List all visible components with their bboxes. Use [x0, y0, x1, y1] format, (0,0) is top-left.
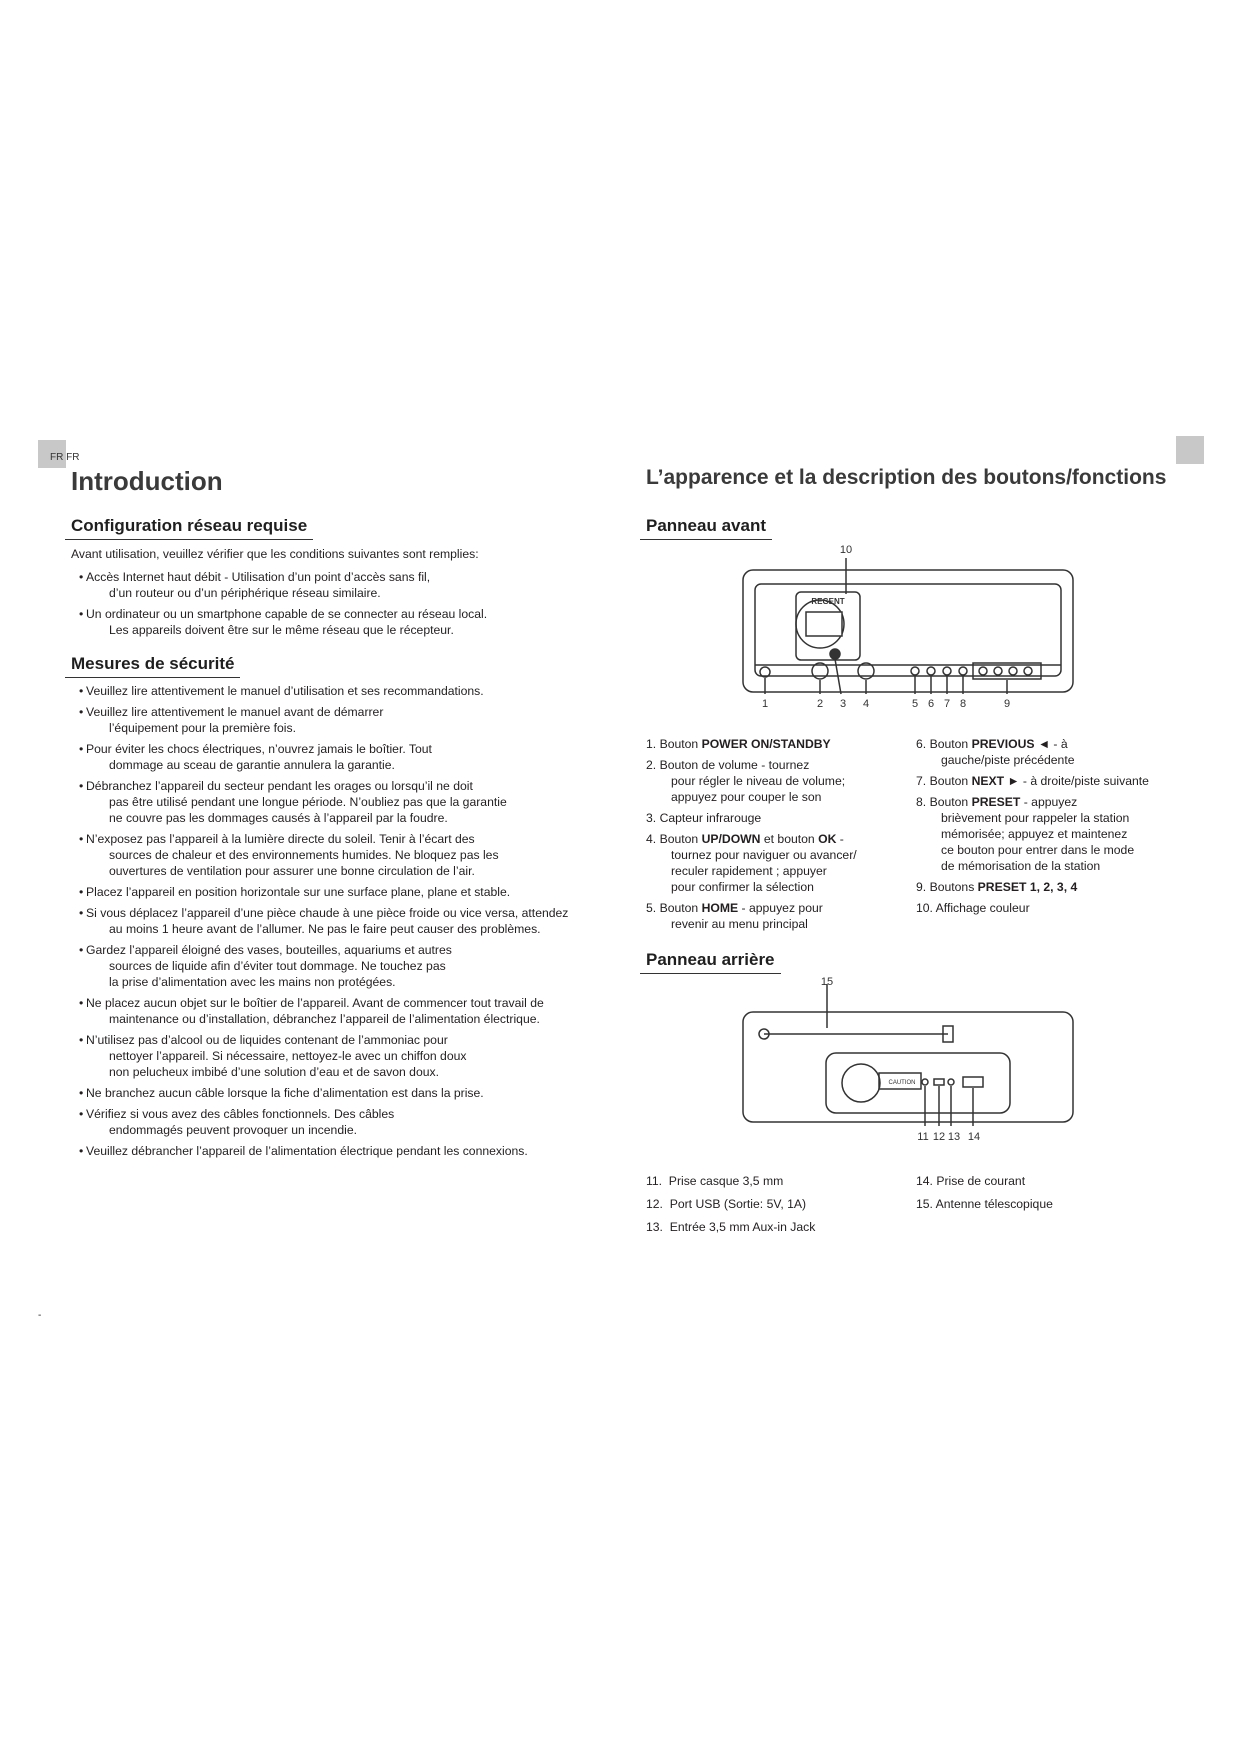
network-section — [71, 546, 591, 643]
front-feature-text: Capteur infrarouge — [659, 811, 762, 825]
safety-instruction-line: non pelucheux imbibé d’une solution d’eau et de savon doux. — [109, 1065, 439, 1079]
front-feature-first-line — [916, 879, 1166, 895]
front-feature-bold: POWER ON/STANDBY — [701, 737, 831, 751]
back-panel-diagram — [738, 976, 1078, 1146]
front-callout-3: 3 — [839, 698, 847, 710]
heading-front-panel: Panneau avant — [640, 516, 772, 540]
front-feature-line: reculer rapidement ; appuyer — [671, 864, 827, 878]
front-feature-text: Affichage couleur — [935, 901, 1030, 915]
safety-instruction-line: • Placez l’appareil en position horizontale sur une surface plane, plane et stable. — [86, 885, 511, 899]
front-feature-bold: PRESET 1, 2, 3, 4 — [977, 880, 1078, 894]
right-page-tab — [1176, 436, 1204, 464]
front-feature-item — [916, 900, 1166, 916]
front-feature-item — [646, 831, 896, 895]
front-feature-item — [646, 810, 896, 826]
back-callout-11: 11 — [917, 1131, 929, 1143]
footer-mark: - — [38, 1310, 42, 1321]
safety-instruction-line: sources de liquide afin d’éviter tout dommage. Ne touchez pas — [109, 959, 446, 973]
front-feature-number: 2. — [646, 758, 657, 772]
safety-instruction-item — [71, 683, 611, 699]
back-caution-label: CAUTION — [888, 1080, 916, 1086]
safety-instruction-line: • Veuillez débrancher l’appareil de l’alimentation électrique pendant les connexions. — [86, 1144, 528, 1158]
safety-instruction-item — [71, 1143, 611, 1159]
safety-instruction-line: • N’exposez pas l’appareil à la lumière directe du soleil. Tenir à l’écart des — [86, 832, 475, 846]
network-requirement-line: d’un routeur ou d’un périphérique réseau similaire. — [109, 586, 381, 600]
front-feature-line: brièvement pour rappeler la station — [941, 811, 1130, 825]
safety-instruction-line: • Pour éviter les chocs électriques, n’ouvrez jamais le boîtier. Tout — [86, 742, 432, 756]
front-feature-first-line — [916, 900, 1166, 916]
front-feature-text: Boutons — [929, 880, 978, 894]
front-callout-2: 2 — [816, 698, 824, 710]
safety-instruction-item — [71, 995, 611, 1027]
front-feature-number: 1. — [646, 737, 657, 751]
safety-instruction-item — [71, 1106, 611, 1138]
front-feature-bold: HOME — [701, 901, 739, 915]
safety-instruction-item — [71, 778, 611, 826]
safety-instruction-line: • Gardez l’appareil éloigné des vases, bouteilles, aquariums et autres — [86, 943, 452, 957]
front-feature-text: et bouton — [760, 832, 819, 846]
safety-instruction-line: ne couvre pas les dommages causés à l’appareil par la foudre. — [109, 811, 448, 825]
back-feature-item: 15. Antenne télescopique — [916, 1197, 1053, 1211]
safety-instruction-line: maintenance ou d’installation, débranchez l’appareil de l’alimentation électrique. — [109, 1012, 540, 1026]
front-callout-10: 10 — [839, 544, 853, 556]
front-feature-number: 7. — [916, 774, 927, 788]
back-feature-item: 11. Prise casque 3,5 mm — [646, 1174, 784, 1188]
front-feature-first-line — [916, 773, 1166, 789]
front-feature-text: Bouton — [659, 737, 702, 751]
heading-safety: Mesures de sécurité — [65, 654, 240, 678]
front-feature-number: 8. — [916, 795, 927, 809]
back-list-right — [916, 1173, 1166, 1219]
front-callout-6: 6 — [927, 698, 935, 710]
safety-instruction-item — [71, 1032, 611, 1080]
safety-instruction-line: pas être utilisé pendant une longue période. N’oubliez pas que la garantie — [109, 795, 507, 809]
front-callout-4: 4 — [862, 698, 870, 710]
safety-instruction-item — [71, 704, 611, 736]
safety-instruction-line: dommage au sceau de garantie annulera la garantie. — [109, 758, 395, 772]
page-title-introduction: Introduction — [71, 466, 223, 496]
safety-instruction-item — [71, 884, 611, 900]
front-callout-8: 8 — [959, 698, 967, 710]
front-feature-first-line — [916, 794, 1166, 810]
front-feature-text: Bouton — [929, 795, 972, 809]
back-feature-item: 14. Prise de courant — [916, 1174, 1026, 1188]
safety-instruction-item — [71, 905, 611, 937]
front-feature-item — [916, 773, 1166, 789]
safety-instruction-item — [71, 831, 611, 879]
front-feature-item — [916, 879, 1166, 895]
front-feature-text: - appuyez pour — [738, 901, 823, 915]
front-list-right — [916, 736, 1166, 921]
front-list-left — [646, 736, 896, 937]
front-panel-diagram — [738, 540, 1078, 710]
safety-section — [71, 683, 611, 1164]
front-feature-bold: OK — [818, 832, 837, 846]
front-feature-item — [916, 794, 1166, 874]
back-feature-item: 13. Entrée 3,5 mm Aux-in Jack — [646, 1220, 816, 1234]
front-feature-text: - à droite/piste suivante — [1019, 774, 1149, 788]
network-requirement-item — [71, 606, 591, 638]
front-feature-number: 4. — [646, 832, 657, 846]
front-feature-first-line — [646, 900, 896, 916]
front-feature-bold: PRESET — [971, 795, 1021, 809]
safety-instruction-line: l’équipement pour la première fois. — [109, 721, 296, 735]
safety-instruction-line: • Vérifiez si vous avez des câbles fonctionnels. Des câbles — [86, 1107, 395, 1121]
front-feature-item — [646, 757, 896, 805]
front-feature-text: - appuyez — [1020, 795, 1078, 809]
page-title-buttons: L’apparence et la description des boutons/fonctions — [646, 466, 1167, 489]
safety-instruction-item — [71, 741, 611, 773]
safety-instruction-line: • Si vous déplacez l’appareil d’une pièce chaude à une pièce froide ou vice versa, attendez — [86, 906, 569, 920]
safety-instruction-line: • Ne placez aucun objet sur le boîtier de l’appareil. Avant de commencer tout travail de — [86, 996, 544, 1010]
front-feature-item — [646, 900, 896, 932]
back-callout-15: 15 — [820, 976, 834, 988]
back-list-left — [646, 1173, 906, 1242]
front-feature-bold: UP/DOWN — [701, 832, 761, 846]
safety-instruction-line: sources de chaleur et des environnements humides. Ne bloquez pas les — [109, 848, 499, 862]
front-feature-line: tournez pour naviguer ou avancer/ — [671, 848, 857, 862]
network-intro: Avant utilisation, veuillez vérifier que les conditions suivantes sont remplies: — [71, 547, 479, 561]
network-requirement-line: • Un ordinateur ou un smartphone capable de se connecter au réseau local. — [86, 607, 488, 621]
heading-network-requirements: Configuration réseau requise — [65, 516, 313, 540]
front-feature-first-line — [646, 757, 896, 773]
safety-instruction-line: • Ne branchez aucun câble lorsque la fiche d’alimentation est dans la prise. — [86, 1086, 484, 1100]
safety-instruction-line: • N’utilisez pas d’alcool ou de liquides contenant de l’ammoniac pour — [86, 1033, 448, 1047]
front-feature-line: pour confirmer la sélection — [671, 880, 814, 894]
front-callout-5: 5 — [911, 698, 919, 710]
heading-back-panel: Panneau arrière — [640, 950, 781, 974]
front-feature-line: revenir au menu principal — [671, 917, 808, 931]
front-brand-label: REGENT — [811, 597, 845, 606]
back-feature-item: 12. Port USB (Sortie: 5V, 1A) — [646, 1197, 807, 1211]
safety-instruction-item — [71, 942, 611, 990]
front-feature-text: Bouton — [659, 901, 702, 915]
safety-instruction-line: endommagés peuvent provoquer un incendie. — [109, 1123, 357, 1137]
safety-instruction-item — [71, 1085, 611, 1101]
front-feature-text: Bouton — [929, 737, 972, 751]
back-callout-12: 12 — [932, 1131, 946, 1143]
front-feature-text: - à — [1050, 737, 1068, 751]
front-feature-line: appuyez pour couper le son — [671, 790, 822, 804]
front-feature-first-line — [646, 736, 896, 752]
front-feature-text: Bouton — [659, 832, 702, 846]
front-feature-text: - — [836, 832, 844, 846]
back-callout-13: 13 — [947, 1131, 961, 1143]
front-feature-number: 10. — [916, 901, 933, 915]
language-code: FR FR — [50, 452, 80, 463]
front-feature-number: 3. — [646, 811, 657, 825]
front-feature-item — [646, 736, 896, 752]
front-feature-first-line — [646, 810, 896, 826]
front-feature-text: Bouton — [929, 774, 972, 788]
front-callout-7: 7 — [943, 698, 951, 710]
network-requirement-line: Les appareils doivent être sur le même réseau que le récepteur. — [109, 623, 454, 637]
safety-instruction-line: • Débranchez l’appareil du secteur pendant les orages ou lorsqu’il ne doit — [86, 779, 473, 793]
back-callout-14: 14 — [967, 1131, 981, 1143]
safety-list — [71, 683, 611, 1159]
front-feature-line: ce bouton pour entrer dans le mode — [941, 843, 1135, 857]
safety-instruction-line: • Veuillez lire attentivement le manuel avant de démarrer — [86, 705, 384, 719]
front-callout-9: 9 — [1003, 698, 1011, 710]
safety-instruction-line: ouvertures de ventilation pour assurer une bonne circulation de l’air. — [109, 864, 475, 878]
front-callout-1: 1 — [761, 698, 769, 710]
safety-instruction-line: la prise d’alimentation avec les mains non protégées. — [109, 975, 396, 989]
front-feature-line: mémorisée; appuyez et maintenez — [941, 827, 1128, 841]
front-feature-line: pour régler le niveau de volume; — [671, 774, 846, 788]
front-feature-first-line — [646, 831, 896, 847]
front-feature-text: Bouton de volume - tournez — [659, 758, 810, 772]
front-feature-first-line — [916, 736, 1166, 752]
safety-instruction-line: nettoyer l’appareil. Si nécessaire, nettoyez-le avec un chiffon doux — [109, 1049, 467, 1063]
network-requirement-item — [71, 569, 591, 601]
front-feature-item — [916, 736, 1166, 768]
network-requirements-list — [71, 569, 591, 638]
front-feature-number: 6. — [916, 737, 927, 751]
safety-instruction-line: au moins 1 heure avant de l’allumer. Ne pas le faire peut causer des problèmes. — [109, 922, 541, 936]
safety-instruction-line: • Veuillez lire attentivement le manuel d’utilisation et ses recommandations. — [86, 684, 484, 698]
front-feature-number: 9. — [916, 880, 927, 894]
front-feature-bold: NEXT ► — [971, 774, 1020, 788]
front-feature-line: gauche/piste précédente — [941, 753, 1075, 767]
front-feature-line: de mémorisation de la station — [941, 859, 1101, 873]
front-feature-bold: PREVIOUS ◄ — [971, 737, 1051, 751]
network-requirement-line: • Accès Internet haut débit - Utilisation d’un point d’accès sans fil, — [86, 570, 431, 584]
front-feature-number: 5. — [646, 901, 657, 915]
